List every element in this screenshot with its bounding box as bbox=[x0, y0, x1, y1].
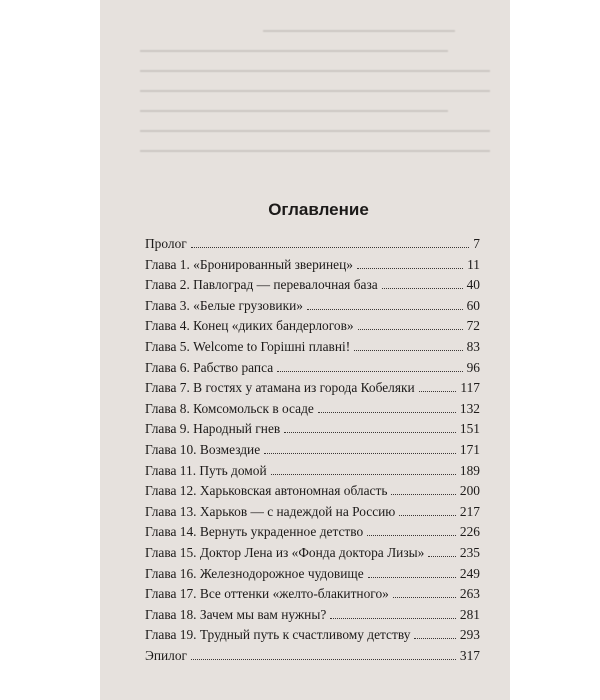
toc-entry bbox=[145, 461, 480, 482]
dot-leader bbox=[393, 597, 456, 598]
dot-leader bbox=[391, 494, 455, 495]
toc-entry-title: Глава 4. Конец «диких бандерлогов» bbox=[145, 318, 354, 334]
toc-entry bbox=[145, 378, 480, 399]
toc-entry-page: 72 bbox=[466, 318, 480, 334]
dot-leader bbox=[271, 474, 456, 475]
toc-entry bbox=[145, 440, 480, 461]
dot-leader bbox=[191, 659, 456, 660]
toc-entry-title: Глава 13. Харьков — с надеждой на Россию bbox=[145, 503, 396, 519]
toc-entry-page: 217 bbox=[459, 503, 480, 519]
toc-entry-page: 200 bbox=[459, 483, 480, 499]
table-of-contents bbox=[145, 200, 480, 666]
toc-entry bbox=[145, 296, 480, 317]
toc-entry-page: 117 bbox=[460, 380, 480, 396]
toc-entry bbox=[145, 399, 480, 420]
toc-entry-page: 226 bbox=[459, 524, 480, 540]
toc-entry-title: Глава 18. Зачем мы вам нужны? bbox=[145, 606, 327, 622]
bleed-line bbox=[140, 50, 448, 52]
dot-leader bbox=[428, 556, 456, 557]
toc-entry-title: Глава 2. Павлоград — перевалочная база bbox=[145, 277, 378, 293]
toc-entry-title: Глава 6. Рабство рапса bbox=[145, 359, 274, 375]
toc-entry-title: Глава 10. Возмездие bbox=[145, 441, 261, 457]
dot-leader bbox=[354, 350, 462, 351]
dot-leader bbox=[284, 432, 456, 433]
bleed-line bbox=[140, 130, 490, 132]
bleed-line bbox=[263, 30, 456, 32]
toc-entry-title: Глава 9. Народный гнев bbox=[145, 421, 281, 437]
toc-entry-title: Глава 1. «Бронированный зверинец» bbox=[145, 256, 353, 272]
dot-leader bbox=[307, 309, 463, 310]
toc-entry bbox=[145, 337, 480, 358]
toc-entry bbox=[145, 481, 480, 502]
dot-leader bbox=[330, 618, 456, 619]
toc-entry-title: Глава 16. Железнодорожное чудовище bbox=[145, 565, 364, 581]
toc-entry-page: 281 bbox=[459, 606, 480, 622]
toc-entry-page: 171 bbox=[459, 441, 480, 457]
toc-entry-page: 7 bbox=[473, 236, 480, 251]
dot-leader bbox=[419, 391, 457, 392]
dot-leader bbox=[357, 268, 463, 269]
toc-entry-page: 151 bbox=[459, 421, 480, 437]
toc-entry-page: 83 bbox=[466, 338, 480, 354]
toc-entry bbox=[145, 543, 480, 564]
bleed-line bbox=[140, 110, 448, 112]
toc-entry-title: Глава 19. Трудный путь к счастливому детству bbox=[145, 627, 411, 643]
toc-entry-page: 293 bbox=[459, 627, 480, 643]
dot-leader bbox=[358, 329, 463, 330]
toc-entry bbox=[145, 564, 480, 585]
toc-entry-title: Глава 12. Харьковская автономная область bbox=[145, 483, 388, 499]
toc-list bbox=[145, 234, 480, 666]
dot-leader bbox=[264, 453, 456, 454]
dot-leader bbox=[399, 515, 456, 516]
toc-entry bbox=[145, 255, 480, 276]
bleed-line bbox=[140, 70, 490, 72]
toc-entry bbox=[145, 419, 480, 440]
dot-leader bbox=[277, 371, 462, 372]
toc-entry-title: Глава 5. Welcome to Горішні плавні! bbox=[145, 338, 351, 354]
toc-entry-title: Глава 8. Комсомольск в осаде bbox=[145, 400, 314, 416]
book-page bbox=[100, 0, 510, 700]
toc-entry-page: 235 bbox=[459, 544, 480, 560]
toc-entry-page: 317 bbox=[459, 647, 480, 663]
toc-entry-title: Пролог bbox=[145, 236, 187, 251]
toc-entry bbox=[145, 234, 480, 255]
toc-entry-page: 263 bbox=[459, 586, 480, 602]
bleed-line bbox=[140, 90, 490, 92]
toc-entry-page: 11 bbox=[467, 256, 480, 272]
toc-entry bbox=[145, 316, 480, 337]
dot-leader bbox=[318, 412, 456, 413]
toc-entry-page: 189 bbox=[459, 462, 480, 478]
toc-entry-title: Глава 3. «Белые грузовики» bbox=[145, 297, 303, 313]
show-through-text bbox=[140, 30, 490, 205]
toc-entry-title: Глава 11. Путь домой bbox=[145, 462, 267, 478]
toc-entry bbox=[145, 358, 480, 379]
toc-entry bbox=[145, 605, 480, 626]
toc-entry bbox=[145, 625, 480, 646]
toc-entry-title: Эпилог bbox=[145, 647, 188, 663]
bleed-line bbox=[140, 150, 490, 152]
toc-entry-title: Глава 17. Все оттенки «желто-блакитного» bbox=[145, 586, 389, 602]
toc-entry bbox=[145, 275, 480, 296]
toc-entry-page: 96 bbox=[466, 359, 480, 375]
toc-entry bbox=[145, 646, 480, 667]
dot-leader bbox=[367, 535, 456, 536]
toc-entry-title: Глава 7. В гостях у атамана из города Кобеляки bbox=[145, 380, 415, 396]
dot-leader bbox=[414, 638, 455, 639]
toc-entry-page: 60 bbox=[466, 297, 480, 313]
toc-entry bbox=[145, 522, 480, 543]
toc-entry-page: 40 bbox=[466, 277, 480, 293]
toc-title: Оглавление bbox=[268, 200, 369, 219]
toc-entry-page: 132 bbox=[459, 400, 480, 416]
toc-entry bbox=[145, 502, 480, 523]
toc-entry-page: 249 bbox=[459, 565, 480, 581]
toc-entry bbox=[145, 584, 480, 605]
toc-entry-title: Глава 14. Вернуть украденное детство bbox=[145, 524, 364, 540]
dot-leader bbox=[368, 577, 456, 578]
toc-entry-title: Глава 15. Доктор Лена из «Фонда доктора Лизы» bbox=[145, 544, 425, 560]
dot-leader bbox=[191, 247, 470, 248]
dot-leader bbox=[382, 288, 463, 289]
